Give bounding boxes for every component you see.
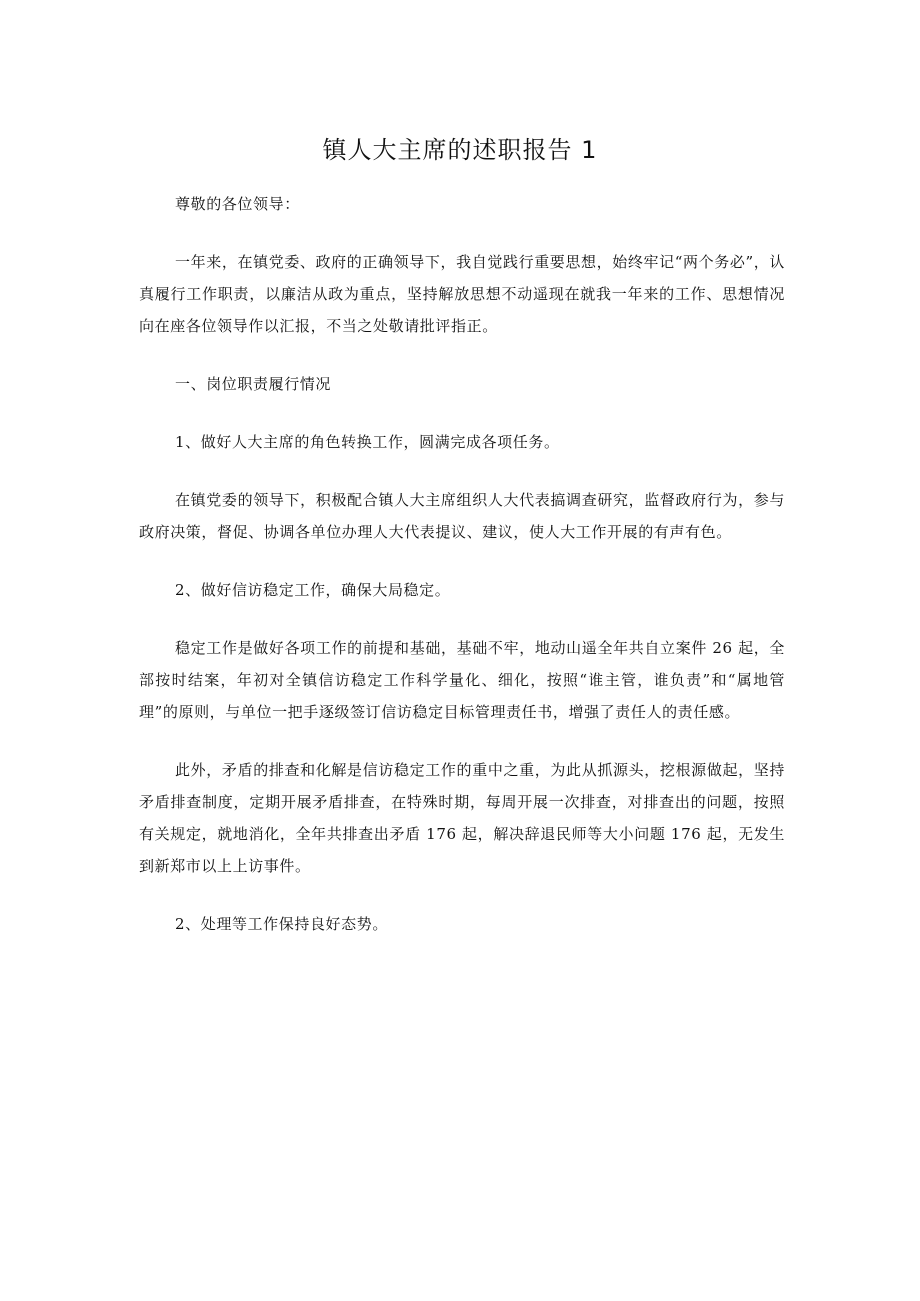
subheading-handling-work: 2、处理等工作保持良好态势。: [175, 915, 388, 933]
subheading-petition-stability: 2、做好信访稳定工作，确保大局稳定。: [175, 581, 451, 599]
document-title: 镇人大主席的述职报告 1: [322, 136, 598, 164]
subheading-role-transition: 1、做好人大主席的角色转换工作，圆满完成各项任务。: [175, 433, 560, 451]
paragraph-petition-stability: 稳定工作是做好各项工作的前提和基础，基础不牢，地动山遥全年共自立案件 26 起，全部按时结案，年初对全镇信访稳定工作科学量化、细化，按照“谁主管，谁负责”和“属地管理”的原则，与单位一把手逐级签订信访稳定目标管理责任书，增强了责任人的责任感。: [139, 639, 785, 721]
paragraph-conflict-resolution: 此外，矛盾的排查和化解是信访稳定工作的重中之重，为此从抓源头，挖根源做起，坚持矛盾排查制度，定期开展矛盾排查，在特殊时期，每周开展一次排查，对排查出的问题，按照有关规定，就地消化，全年共排查出矛盾 176 起，解决辞退民师等大小问题 176 起，无发生到新郑市以上上访事件。: [139, 761, 785, 875]
paragraph-role-transition: 在镇党委的领导下，积极配合镇人大主席组织人大代表搞调查研究，监督政府行为，参与政府决策，督促、协调各单位办理人大代表提议、建议，使人大工作开展的有声有色。: [139, 491, 785, 541]
document-body: [139, 188, 785, 966]
section-heading-duties: 一、岗位职责履行情况: [175, 375, 332, 393]
salutation: 尊敬的各位领导：: [175, 195, 300, 213]
intro-paragraph: 一年来，在镇党委、政府的正确领导下，我自觉践行重要思想，始终牢记“两个务必”，认真履行工作职责，以廉洁从政为重点，坚持解放思想不动遥现在就我一年来的工作、思想情况向在座各位领导作以汇报，不当之处敬请批评指正。: [139, 253, 785, 335]
